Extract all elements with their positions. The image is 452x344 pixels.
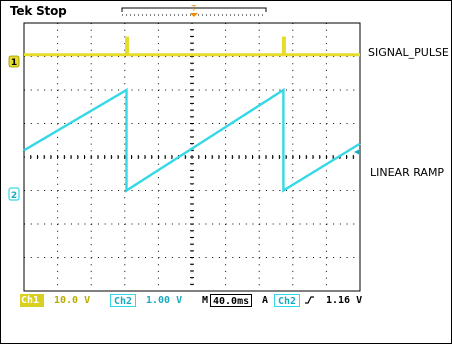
status-bar <box>20 294 365 307</box>
svg-text:T: T <box>191 4 197 13</box>
ch2-ground-marker[interactable] <box>9 188 19 201</box>
ch2-scale[interactable]: 1.00 V <box>146 295 183 306</box>
run-status: Tek Stop <box>10 4 67 18</box>
trigger-position-icon <box>190 4 198 17</box>
graticule <box>24 23 360 291</box>
trigger-level[interactable]: 1.16 V <box>326 295 363 306</box>
ramp-trace <box>24 90 360 191</box>
trigger-label: A <box>262 295 269 306</box>
pulse-trace-label: SIGNAL_PULSE <box>368 46 449 59</box>
trigger-source[interactable]: Ch2 <box>274 294 300 307</box>
timebase-value[interactable]: 40.0ms <box>210 294 252 307</box>
rising-edge-icon[interactable] <box>304 294 316 307</box>
ch1-scale[interactable]: 10.0 V <box>54 295 91 306</box>
svg-text:1: 1 <box>10 58 18 68</box>
waveform-traces <box>24 38 360 190</box>
trigger-level-icon[interactable] <box>354 149 360 155</box>
pulse-trace <box>24 38 360 55</box>
ch2-label[interactable]: Ch2 <box>110 294 136 307</box>
ch1-ground-marker[interactable] <box>9 56 19 68</box>
ch1-label[interactable]: Ch1 <box>20 294 44 307</box>
svg-text:2: 2 <box>10 191 18 201</box>
ramp-trace-label: LINEAR RAMP <box>370 166 445 179</box>
timebase-label: M <box>202 295 209 306</box>
